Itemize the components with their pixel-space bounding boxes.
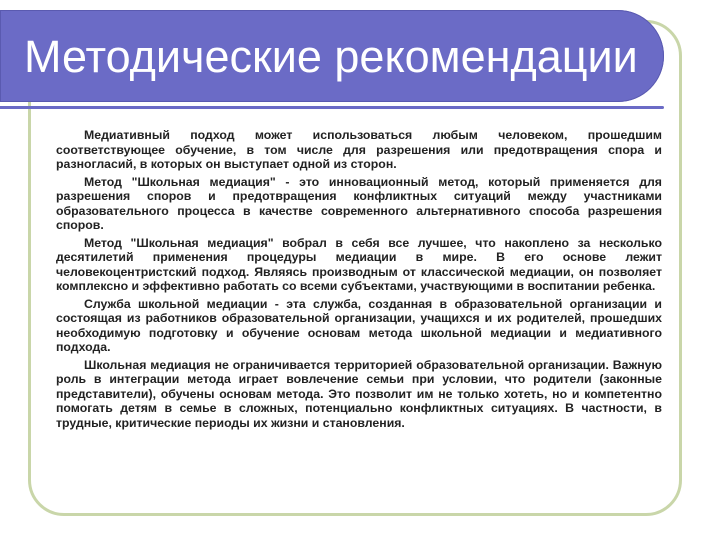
title-bar: [0, 10, 664, 102]
paragraph-3: Метод "Школьная медиация" вобрал в себя все лучшее, что накоплено за несколько десятилетий применения процедуры медиации в мире. В его основе лежит человекоцентристский подход. Являясь производным от классической медиации, он позволяет комплексно и эффективно работать со всеми субъектами, участвующими в воспитании ребенка.: [56, 235, 662, 293]
paragraph-1: Медиативный подход может использоваться любым человеком, прошедшим соответствующее обучение, в том числе для разрешения или предотвращения спора и разногласий, в которых он выступает одной из сторон.: [56, 128, 662, 171]
slide-content: [56, 128, 662, 433]
paragraph-4: Служба школьной медиации - эта служба, созданная в образовательной организации и состоящая из работников образовательной организации, учащихся и их родителей, прошедших необходимую подготовку и обучение основам метода школьной медиации и медиативного подхода.: [56, 296, 662, 354]
paragraph-5: Школьная медиация не ограничивается территорией образовательной организации. Важную роль в интеграции метода играет вовлечение семьи при условии, что родители (законные представители), обучены основам метода. Это позволит им не только хотеть, но и компетентно помогать детям в семье в сложных, потенциально конфликтных ситуациях. В частности, в трудные, критические периоды их жизни и становления.: [56, 357, 662, 430]
slide-title: Методические рекомендации: [24, 31, 638, 82]
paragraph-2: Метод "Школьная медиация" - это инновационный метод, который применяется для разрешения споров и предотвращения конфликтных ситуаций между участниками образовательного процесса в качестве современного альтернативного способа разрешения споров.: [56, 174, 662, 232]
